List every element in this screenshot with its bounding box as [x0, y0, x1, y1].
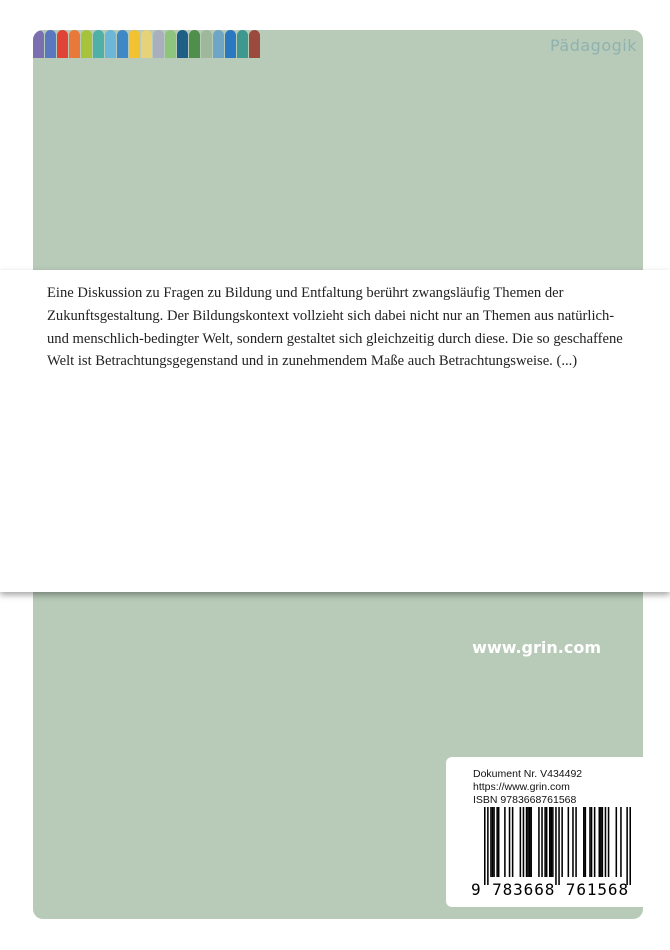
- color-stripe: [213, 30, 224, 58]
- barcode-bar: [527, 807, 529, 877]
- color-stripe: [57, 30, 68, 58]
- barcode-bar: [493, 807, 495, 877]
- color-stripes: [33, 30, 261, 58]
- barcode-bar: [526, 807, 528, 877]
- color-stripe: [189, 30, 200, 58]
- color-stripe: [153, 30, 164, 58]
- color-stripe: [177, 30, 188, 58]
- barcode-bars: [484, 807, 631, 885]
- barcode-bar: [555, 807, 557, 885]
- barcode-bar: [544, 807, 546, 877]
- color-stripe: [129, 30, 140, 58]
- color-stripe: [93, 30, 104, 58]
- document-number: Dokument Nr. V434492: [473, 768, 583, 780]
- barcode-bar: [529, 807, 531, 877]
- color-stripe: [237, 30, 248, 58]
- barcode-bar: [561, 807, 563, 877]
- barcode-bar: [626, 807, 628, 885]
- barcode-bar: [620, 807, 622, 877]
- barcode-bar: [512, 807, 514, 877]
- color-stripe: [105, 30, 116, 58]
- color-stripe: [165, 30, 176, 58]
- barcode-bar: [572, 807, 574, 877]
- category-label: Pädagogik: [549, 36, 637, 55]
- publisher-url: https://www.grin.com: [473, 781, 570, 793]
- barcode-bar: [520, 807, 522, 877]
- barcode-bar: [602, 807, 604, 877]
- barcode-bar: [551, 807, 553, 877]
- barcode-bar: [583, 807, 585, 877]
- barcode-bar: [530, 807, 532, 877]
- barcode-bar: [616, 807, 618, 877]
- barcode-meta: [473, 768, 582, 807]
- barcode-bar: [541, 807, 543, 877]
- barcode-bar: [575, 807, 577, 877]
- blurb-text: Eine Diskussion zu Fragen zu Bildung und Entfaltung berührt zwangsläufig Themen der Zukunftsgestaltung. Der Bildungskontext vollzieht sich dabei nicht nur an Themen aus natürlich- und menschlich-bedingter Welt, sondern gestaltet sich gleichzeitig durch diese. Die so geschaffene Welt ist Betrachtungsgegenstand und in zunehmendem Maße auch Betrachtungsweise. (...): [47, 285, 623, 370]
- barcode-bar: [498, 807, 500, 877]
- barcode-bar: [605, 807, 607, 877]
- color-stripe: [33, 30, 44, 58]
- color-stripe: [69, 30, 80, 58]
- barcode-bar: [496, 807, 498, 877]
- color-stripe: [45, 30, 56, 58]
- barcode-bar: [504, 807, 506, 877]
- website-label: www.grin.com: [472, 638, 601, 657]
- barcode-bar: [490, 807, 492, 877]
- barcode-bar: [487, 807, 489, 885]
- color-stripe: [249, 30, 260, 58]
- barcode-bar: [608, 807, 610, 877]
- barcode-box: [446, 757, 643, 907]
- color-stripe: [201, 30, 212, 58]
- barcode-bar: [484, 807, 486, 885]
- color-stripe: [81, 30, 92, 58]
- barcode-bar: [589, 807, 591, 877]
- barcode-bar: [558, 807, 560, 885]
- barcode-bar: [600, 807, 602, 877]
- isbn-line: ISBN 9783668761568: [473, 794, 577, 806]
- color-stripe: [141, 30, 152, 58]
- barcode-bar: [591, 807, 593, 877]
- barcode-bar: [585, 807, 587, 877]
- barcode-bar: [509, 807, 511, 877]
- color-stripe: [117, 30, 128, 58]
- barcode-bar: [538, 807, 540, 877]
- color-stripe: [225, 30, 236, 58]
- barcode-digits: 9 783668 761568: [471, 880, 629, 899]
- barcode-bar: [629, 807, 631, 885]
- barcode-bar: [546, 807, 548, 877]
- barcode-bar: [492, 807, 494, 877]
- barcode-bar: [599, 807, 601, 877]
- barcode-bar: [568, 807, 570, 877]
- barcode-bar: [594, 807, 596, 877]
- barcode-bar: [549, 807, 551, 877]
- barcode-bar: [552, 807, 554, 877]
- barcode-bar: [523, 807, 525, 877]
